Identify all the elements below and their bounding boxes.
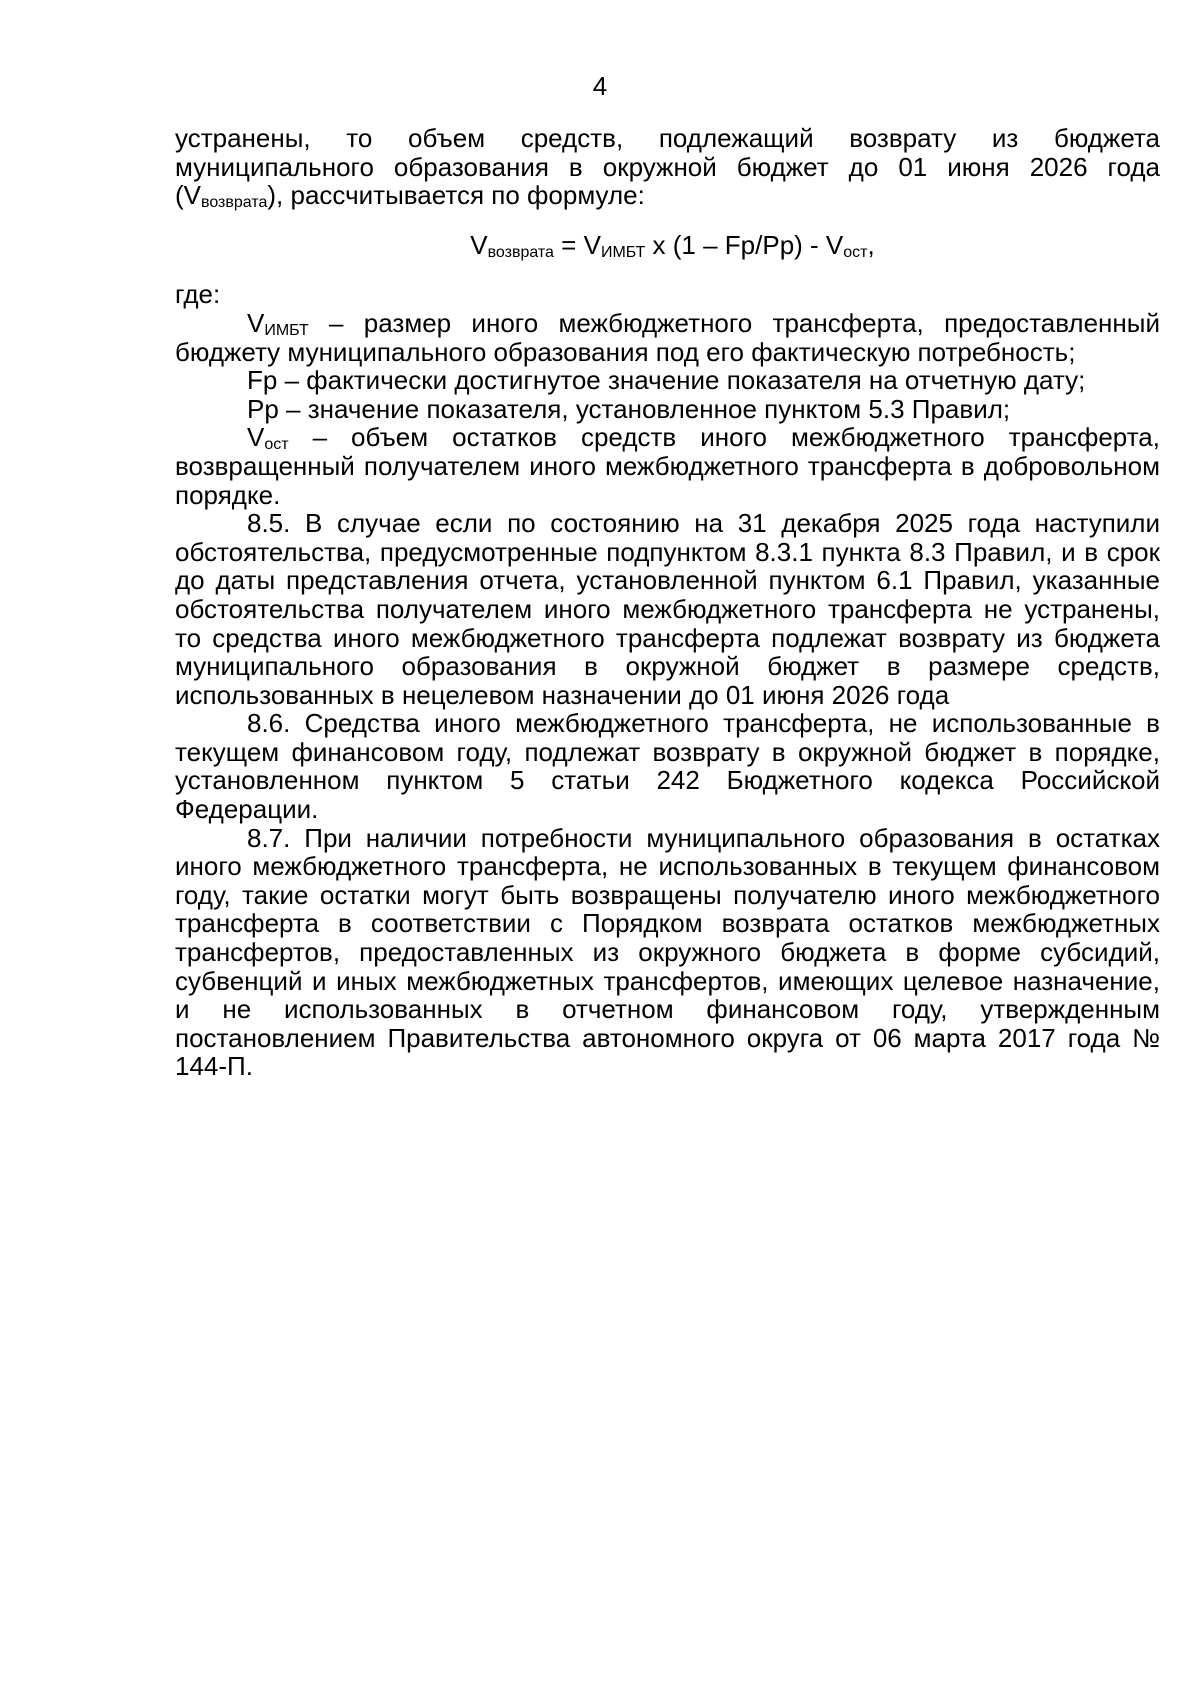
- def-vimbt-symbol: V: [247, 307, 265, 338]
- paragraph-8-7: 8.7. При наличии потребности муниципального образования в остатках иного межбюджетного трансферта, не использованных в текущем финансовом году, такие остатки могут быть возвращены получателю иного межбюджетного трансферта в соответствии с Порядком возврата остатков межбюджетных трансфертов, предоставленных из окружного бюджета в форме субсидий, субвенций и иных межбюджетных трансфертов, имеющих целевое назначение, и не использованных в отчетном финансовом году, утвержденным постановлением Правительства автономного округа от 06 марта 2017 года № 144-П.: [175, 822, 1160, 1082]
- def-vost-text: – объем остатков средств иного межбюджетного трансферта, возвращенный получателем иного межбюджетного трансферта в добровольном порядке.: [175, 422, 1160, 510]
- formula-v: V: [470, 229, 488, 260]
- paragraph-8-6: 8.6. Средства иного межбюджетного трансферта, не использованные в текущем финансовом году, подлежат возврату в окружной бюджет в порядке, установленном пунктом 5 статьи 242 Бюджетного кодекса Российской Федерации.: [175, 708, 1160, 825]
- formula-sub-return: возврата: [487, 243, 554, 261]
- paragraph-intro: [175, 124, 1160, 210]
- formula-part-2: х (1 – Fp/Pp) - V: [645, 229, 844, 260]
- page-number: 4: [592, 71, 608, 101]
- definition-vimbt: [175, 309, 1160, 366]
- where-label: где:: [175, 279, 221, 310]
- formula-sub-ost: ост: [843, 243, 868, 261]
- formula-part-1: = V: [553, 229, 601, 260]
- definition-fp: Fp – фактически достигнутое значение показателя на отчетную дату;: [247, 365, 1086, 396]
- def-vimbt-subscript: ИМБТ: [264, 321, 309, 339]
- definition-vost: [175, 423, 1160, 509]
- formula-sub-imbt: ИМБТ: [600, 243, 646, 261]
- formula-end: ,: [867, 229, 875, 260]
- definition-pp: Pp – значение показателя, установленное пунктом 5.3 Правил;: [247, 393, 1011, 424]
- paragraph-8-5: 8.5. В случае если по состоянию на 31 декабря 2025 года наступили обстоятельства, предусмотренные подпунктом 8.3.1 пункта 8.3 Правил, и в срок до даты представления отчета, установленной пунктом 6.1 Правил, указанные обстоятельства получателем иного межбюджетного трансферта не устранены, то средства иного межбюджетного трансферта подлежат возврату из бюджета муниципального образования в окружной бюджет в размере средств, использованных в нецелевом назначении до 01 июня 2026 года: [175, 508, 1160, 710]
- formula: [175, 231, 1160, 260]
- document-body: [175, 124, 1160, 1081]
- intro-subscript: возврата: [201, 194, 268, 212]
- intro-text-a: устранены, то объем средств, подлежащий возврату из бюджета муниципального образования в окружной бюджет до 01 июня 2026 года (V: [175, 123, 1160, 211]
- intro-text-b: ), рассчитывается по формуле:: [267, 180, 645, 211]
- def-vimbt-text: – размер иного межбюджетного трансферта, предоставленный бюджету муниципального образования под его фактическую потребность;: [175, 307, 1160, 367]
- def-vost-symbol: V: [247, 422, 265, 453]
- def-vost-subscript: ост: [264, 436, 289, 454]
